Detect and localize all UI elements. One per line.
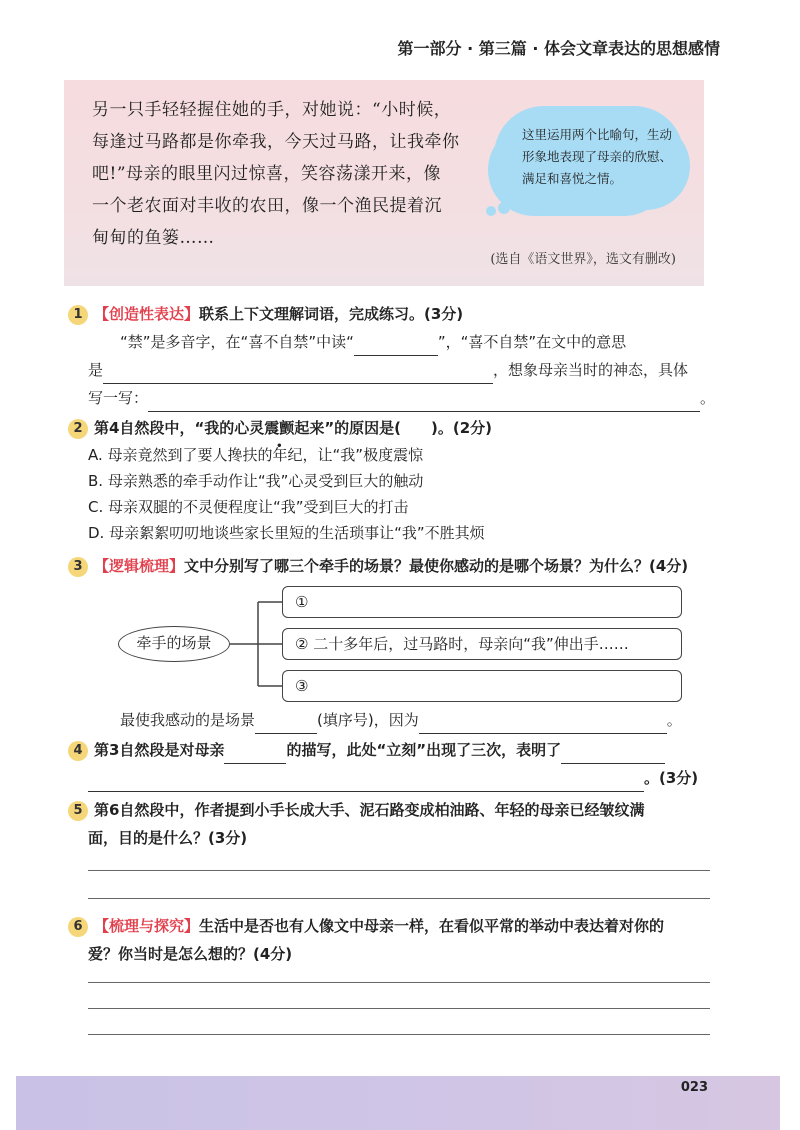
scene-box-2[interactable]: ② 二十多年后，过马路时，母亲向“我”伸出手…… [282, 628, 682, 660]
question-number: 2 [68, 419, 88, 439]
passage-line: 一个老农面对丰收的农田，像一个渔民提着沉 [92, 196, 442, 216]
page-number: 023 [680, 1080, 708, 1095]
question-6 [68, 912, 664, 940]
q1-text: 。 [700, 389, 716, 407]
option-c[interactable]: C. 母亲双腿的不灵便程度让“我”受到巨大的打击 [88, 498, 409, 516]
passage-line: 甸甸的鱼篓…… [92, 228, 215, 248]
footer-band [16, 1076, 780, 1130]
question-title-cont: 爱？你当时是怎么想的？(4分) [88, 945, 293, 963]
q3-text: 最使我感动的是场景 [120, 711, 256, 729]
question-number: 3 [68, 557, 88, 577]
answer-line[interactable] [88, 1034, 710, 1035]
scene-box-3[interactable]: ③ [282, 670, 682, 702]
q4-score: 。(3分) [644, 769, 699, 787]
question-title: 第6自然段中，作者提到小手长成大手、泥石路变成柏油路、年轻的母亲已经皱纹满 [94, 801, 645, 819]
option-a[interactable]: A. 母亲竟然到了要人搀扶的年纪，让“我”极度震惊 [88, 446, 424, 464]
q3-text: (填序号)，因为 [317, 711, 419, 729]
answer-line[interactable] [88, 1008, 710, 1009]
question-number: 6 [68, 917, 88, 937]
q2-title-b: 起来”的原因是( )。(2分) [294, 419, 493, 437]
question-tag: 【梳理与探究】 [94, 917, 200, 935]
q4-title-a: 第3自然段是对母亲 [94, 741, 225, 759]
q1-text: 写一写： [88, 389, 149, 407]
question-number: 1 [68, 305, 88, 325]
q2-title-a: 第4自然段中，“我的心灵 [94, 419, 265, 437]
passage-source: (选自《语文世界》，选文有删改) [490, 252, 676, 267]
question-title-cont: 面，目的是什么？(3分) [88, 829, 248, 847]
question-title: 生活中是否也有人像文中母亲一样，在看似平常的举动中表达着对你的 [199, 917, 665, 935]
emphasized-word: 震颤 [264, 419, 295, 437]
answer-line[interactable] [88, 898, 710, 899]
q1-text: ”，“喜不自禁”在文中的意思 [437, 333, 627, 351]
reason-blank[interactable] [419, 715, 667, 734]
q4-line-2 [88, 764, 698, 792]
question-4 [68, 736, 665, 764]
description-type-blank[interactable] [224, 745, 286, 764]
scene-box-1[interactable]: ① [282, 586, 682, 618]
q4-title-b: 的描写，此处“立刻”出现了三次，表明了 [286, 741, 562, 759]
scene-center-label: 牵手的场景 [118, 626, 230, 662]
question-title: 联系上下文理解词语，完成练习。(3分) [199, 305, 464, 323]
answer-line[interactable] [88, 870, 710, 871]
scene-number-blank[interactable] [255, 715, 317, 734]
option-b[interactable]: B. 母亲熟悉的牵手动作让“我”心灵受到巨大的触动 [88, 472, 424, 490]
q1-text: 是 [88, 361, 104, 379]
option-d[interactable]: D. 母亲絮絮叨叨地谈些家长里短的生活琐事让“我”不胜其烦 [88, 524, 485, 542]
question-number: 5 [68, 801, 88, 821]
q1-text: ，想象母亲当时的神态，具体 [493, 361, 689, 379]
question-tag: 【逻辑梳理】 [94, 557, 185, 575]
question-title: 文中分别写了哪三个牵手的场景？最使你感动的是哪个场景？为什么？(4分) [184, 557, 689, 575]
q1-text: “禁”是多音字，在“喜不自禁”中读“ [120, 333, 354, 351]
passage-line: 每逢过马路都是你牵我，今天过马路，让我牵你 [92, 132, 460, 152]
answer-line[interactable] [88, 982, 710, 983]
page-header: 第一部分 · 第三篇 · 体会文章表达的思想感情 [397, 39, 720, 58]
q3-text: 。 [666, 711, 682, 729]
question-tag: 【创造性表达】 [94, 305, 200, 323]
question-number: 4 [68, 741, 88, 761]
q3-answer-line [120, 706, 682, 734]
question-5 [68, 796, 644, 824]
passage-line: 吧!”母亲的眼里闪过惊喜，笑容荡漾开来，像 [92, 164, 442, 184]
passage-line: 另一只手轻轻握住她的手，对她说：“小时候， [92, 100, 452, 120]
q4-answer-blank-1[interactable] [561, 745, 665, 764]
annotation-text: 这里运用两个比喻句，生动形象地表现了母亲的欣慰、满足和喜悦之情。 [522, 127, 673, 186]
q4-answer-blank-2[interactable] [88, 773, 644, 792]
